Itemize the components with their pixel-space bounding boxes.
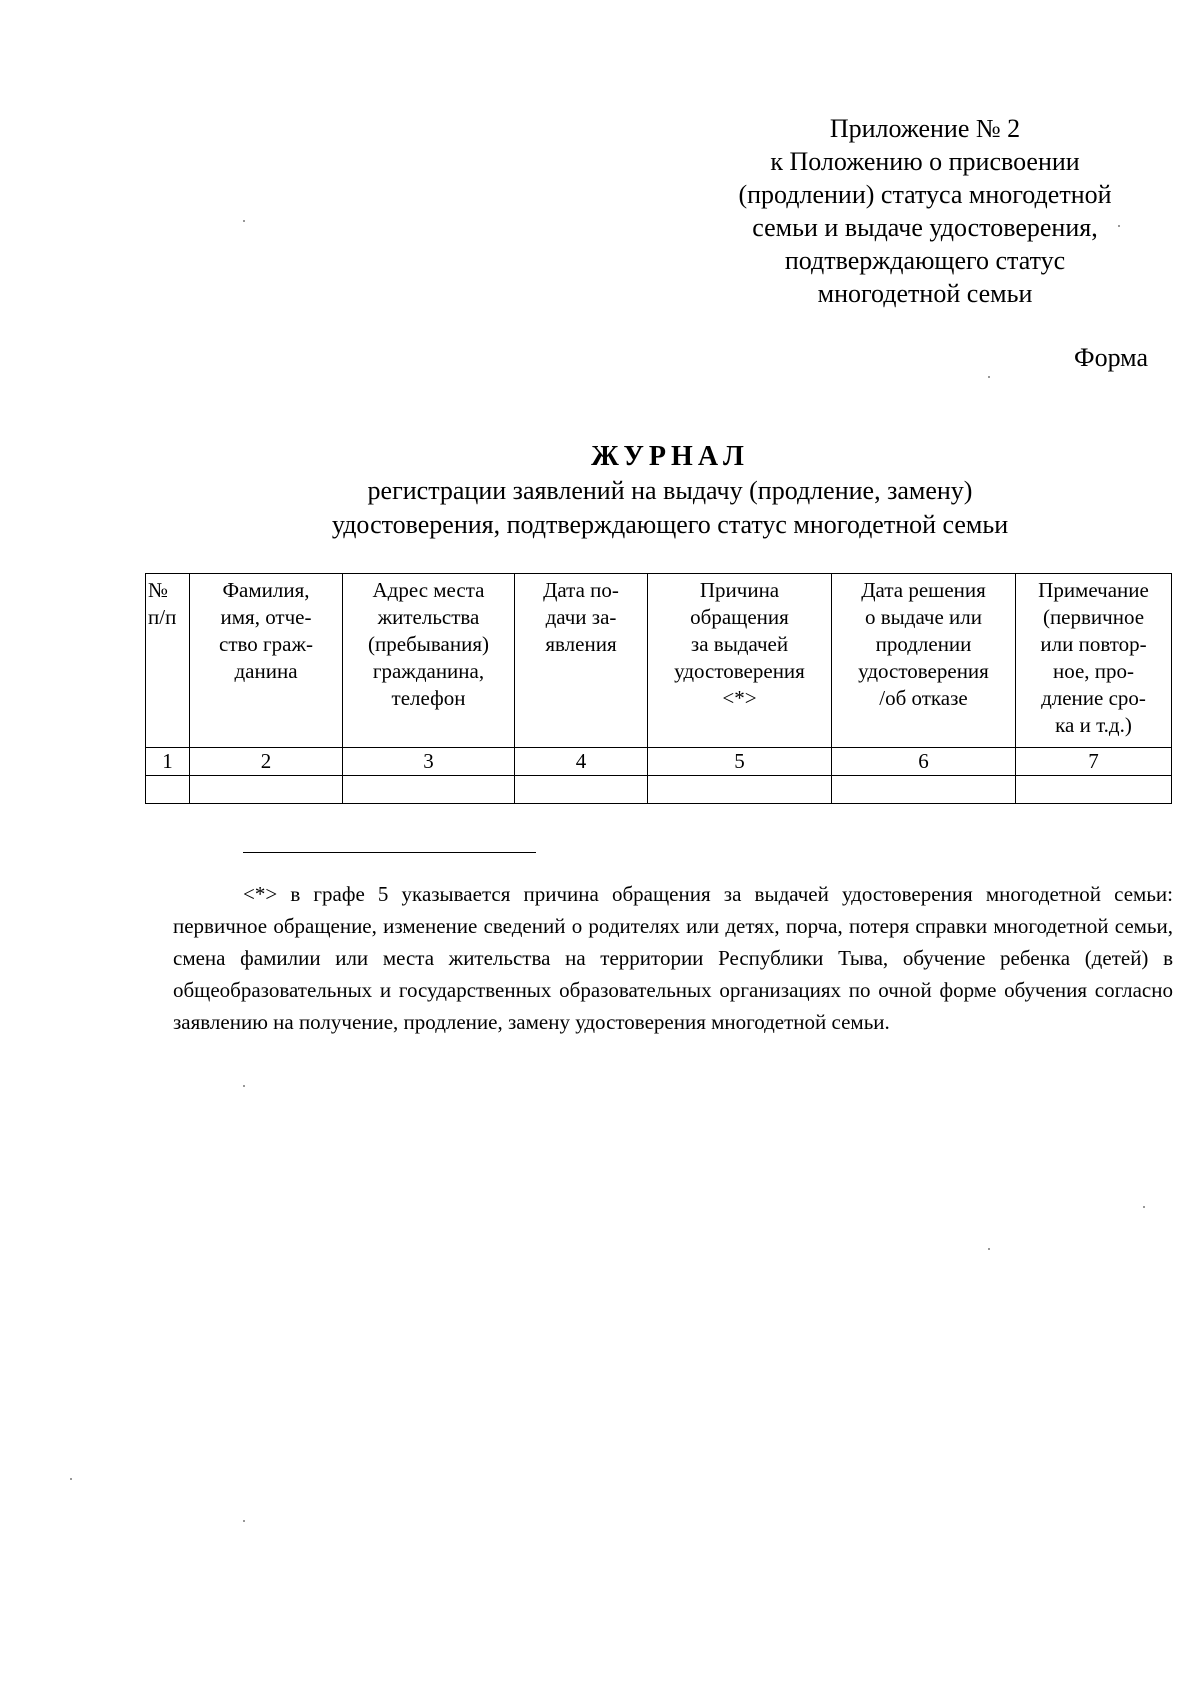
header-cell: Дата по- дачи за- явления <box>515 574 648 748</box>
scan-speck <box>243 1085 245 1087</box>
appendix-line: многодетной семьи <box>817 279 1033 308</box>
appendix-line: подтверждающего статус <box>784 246 1066 275</box>
table-header-row <box>146 574 1172 748</box>
title-block <box>150 440 1190 542</box>
column-number-cell: 2 <box>190 748 343 776</box>
scan-speck <box>70 1478 72 1480</box>
form-label: Форма <box>1074 343 1148 372</box>
table-row <box>146 776 1172 804</box>
footnote-divider <box>243 852 536 853</box>
journal-subtitle-line: удостоверения, подтверждающего статус многодетной семьи <box>331 510 1009 539</box>
empty-cell <box>832 776 1016 804</box>
scan-speck <box>243 1520 245 1522</box>
scan-speck <box>1118 225 1120 227</box>
scan-speck <box>1143 1206 1145 1208</box>
column-number-cell: 5 <box>648 748 832 776</box>
header-cell: Причина обращения за выдачей удостоверения <*> <box>648 574 832 748</box>
scan-speck <box>988 1248 990 1250</box>
header-cell: Фамилия, имя, отче- ство граж- данина <box>190 574 343 748</box>
empty-cell <box>190 776 343 804</box>
journal-title: ЖУРНАЛ <box>591 441 749 472</box>
column-number-cell: 3 <box>343 748 515 776</box>
appendix-line: семьи и выдаче удостоверения, <box>752 213 1098 242</box>
empty-cell <box>515 776 648 804</box>
empty-cell <box>146 776 190 804</box>
column-number-cell: 6 <box>832 748 1016 776</box>
scan-speck <box>243 220 245 222</box>
header-cell: № п/п <box>146 574 190 748</box>
empty-cell <box>1016 776 1172 804</box>
appendix-header <box>690 112 1160 310</box>
empty-cell <box>343 776 515 804</box>
column-number-cell: 7 <box>1016 748 1172 776</box>
scan-speck <box>988 376 990 378</box>
footnote-text: <*> в графе 5 указывается причина обращения за выдачей удостоверения многодетной семьи: первичное обращение, изменение сведений о родителях или детях, порча, потеря справки многодетной семьи, смена фамилии или места жительства на территории Республики Тыва, обучение ребенка (детей) в общеобразовательных и государственных образовательных организациях по очной форме обучения согласно заявлению на получение, продление, замену удостоверения многодетной семьи. <box>173 882 1173 1034</box>
header-cell: Дата решения о выдаче или продлении удостоверения /об отказе <box>832 574 1016 748</box>
appendix-line: (продлении) статуса многодетной <box>738 180 1112 209</box>
column-number-cell: 4 <box>515 748 648 776</box>
empty-cell <box>648 776 832 804</box>
appendix-line: Приложение № 2 <box>829 114 1021 143</box>
header-cell: Адрес места жительства (пребывания) гражданина, телефон <box>343 574 515 748</box>
column-number-row <box>146 748 1172 776</box>
column-number-cell: 1 <box>146 748 190 776</box>
appendix-line: к Положению о присвоении <box>770 147 1080 176</box>
journal-subtitle-line: регистрации заявлений на выдачу (продление, замену) <box>367 476 973 505</box>
header-cell: Примечание (первичное или повтор- ное, про- дление сро- ка и т.д.) <box>1016 574 1172 748</box>
journal-table <box>145 573 1172 804</box>
